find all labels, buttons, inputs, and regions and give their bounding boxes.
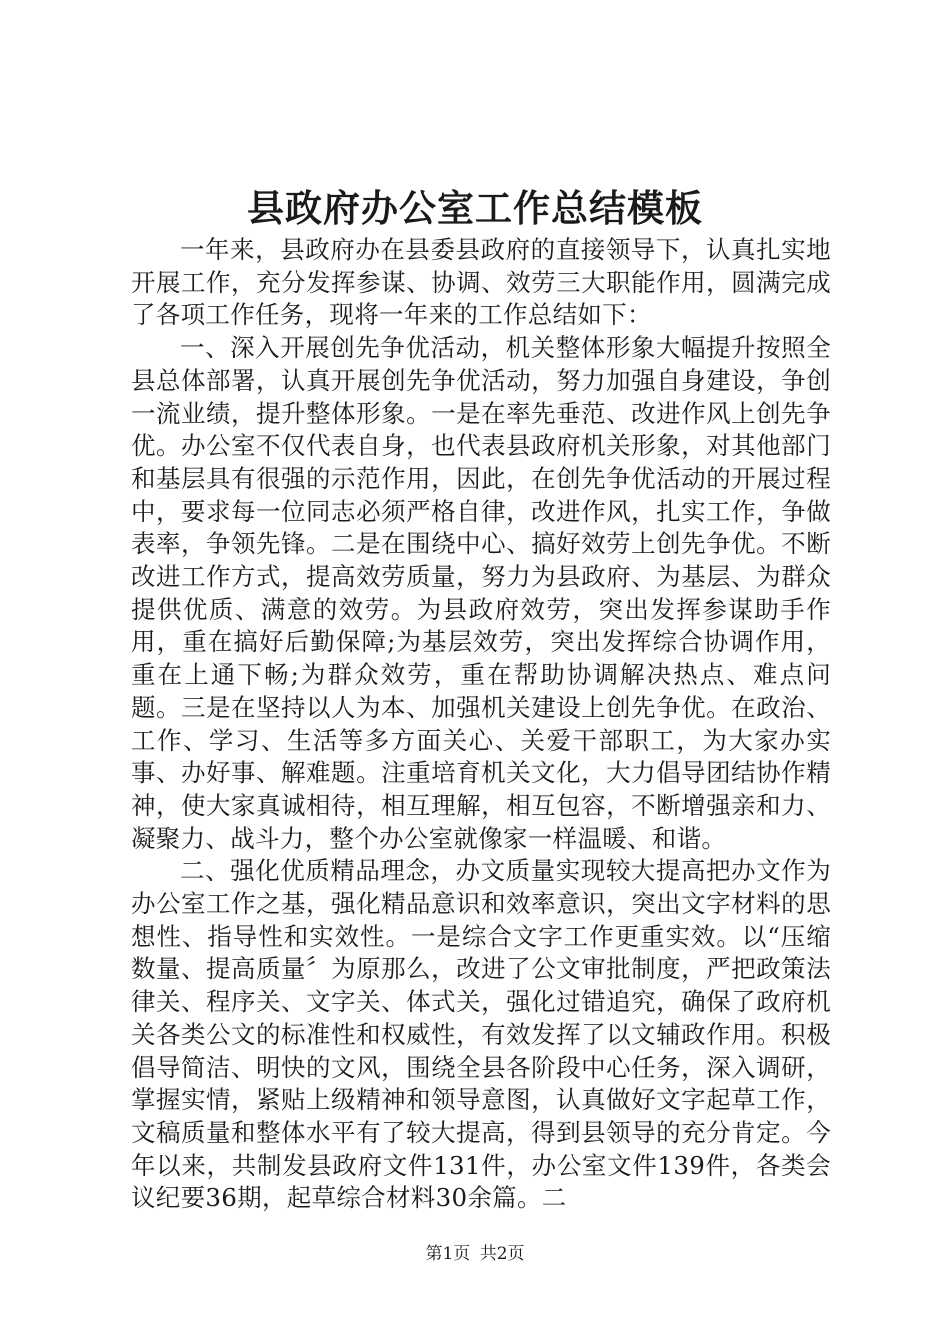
paragraph-section-two: 二、强化优质精品理念，办文质量实现较大提高把办文作为办公室工作之基，强化精品意识和效率意识，突出文字材料的思想性、指导性和实效性。一是综合文字工作更重实效。以“压缩数量、提高质量〞为原那么，改进了公文审批制度，严把政策法律关、程序关、文字关、体式关，强化过错追究，确保了政府机关各类公文的标准性和权威性，有效发挥了以文辅政作用。积极倡导简洁、明快的文风，围绕全县各阶段中心任务，深入调研，掌握实情，紧贴上级精神和领导意图，认真做好文字起草工作，文稿质量和整体水平有了较大提高，得到县领导的充分肯定。今年以来，共制发县政府文件131件，办公室文件139件，各类会议纪要36期，起草综合材料30余篇。二 bbox=[131, 856, 832, 1213]
paragraph-section-one: 一、深入开展创先争优活动，机关整体形象大幅提升按照全县总体部署，认真开展创先争优活动，努力加强自身建设，争创一流业绩，提升整体形象。一是在率先垂范、改进作风上创先争优。办公室不仅代表自身，也代表县政府机关形象，对其他部门和基层具有很强的示范作用，因此，在创先争优活动的开展过程中，要求每一位同志必须严格自律，改进作风，扎实工作，争做表率，争领先锋。二是在围绕中心、搞好效劳上创先争优。不断改进工作方式，提高效劳质量，努力为县政府、为基层、为群众提供优质、满意的效劳。为县政府效劳，突出发挥参谋助手作用，重在搞好后勤保障;为基层效劳，突出发挥综合协调作用，重在上通下畅;为群众效劳，重在帮助协调解决热点、难点问题。三是在坚持以人为本、加强机关建设上创先争优。在政治、工作、学习、生活等多方面关心、关爱干部职工，为大家办实事、办好事、解难题。注重培育机关文化，大力倡导团结协作精神，使大家真诚相待，相互理解，相互包容，不断增强亲和力、凝聚力、战斗力，整个办公室就像家一样温暖、和谐。 bbox=[131, 333, 831, 853]
page-number: 第1页 bbox=[425, 1244, 471, 1264]
page-footer bbox=[0, 1242, 950, 1266]
page-total: 共2页 bbox=[479, 1244, 525, 1264]
paragraph-intro: 一年来，县政府办在县委县政府的直接领导下，认真扎实地开展工作，充分发挥参谋、协调、效劳三大职能作用，圆满完成了各项工作任务，现将一年来的工作总结如下： bbox=[131, 235, 831, 330]
document-body bbox=[131, 234, 831, 1215]
document-title: 县政府办公室工作总结模板 bbox=[247, 186, 703, 230]
